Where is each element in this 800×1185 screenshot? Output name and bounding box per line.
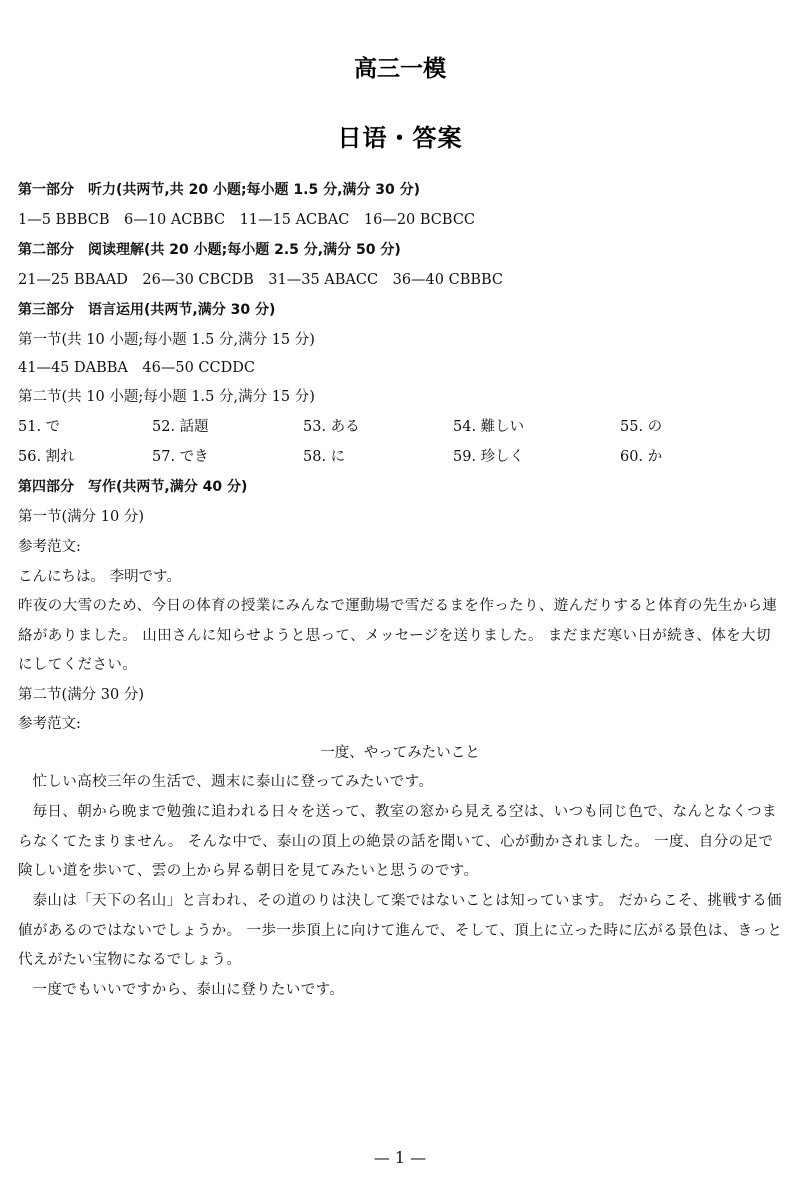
essay-paragraph: 一度でもいいですから、泰山に登りたいです。 (32, 982, 345, 998)
answer-item: 51. で (18, 419, 61, 435)
answer-row (0, 412, 800, 442)
essay-title: 一度、やってみたいこと (320, 745, 480, 761)
part3-heading: 第三部分 语言运用(共两节,满分 30 分) (18, 302, 276, 318)
part4-section1: 第一节(满分 10 分) (18, 509, 144, 525)
answer-item: 58. に (303, 449, 346, 465)
reference-label: 参考范文: (18, 539, 81, 555)
part3-section1-answers: 41—45 DABBA 46—50 CCDDC (18, 360, 255, 376)
part4-section2: 第二节(满分 30 分) (18, 687, 144, 703)
essay-paragraph: 忙しい高校三年の生活で、週末に泰山に登ってみたいです。 (32, 774, 434, 790)
answer-item: 52. 話題 (152, 419, 209, 435)
part3-section2: 第二节(共 10 小题;每小题 1.5 分,满分 15 分) (18, 389, 315, 405)
answer-item: 54. 難しい (453, 419, 525, 435)
reference-label: 参考范文: (18, 716, 81, 732)
answer-item: 59. 珍しく (453, 449, 525, 465)
letter-greeting: こんにちは。 李明です。 (18, 569, 181, 585)
part1-answers: 1—5 BBBCB 6—10 ACBBC 11—15 ACBAC 16—20 BCBCC (18, 212, 476, 228)
essay-paragraph: 毎日、朝から晩まで勉強に追われる日々を送って、教室の窓から見える空は、いつも同じ色で、なんとなくつまらなくてたまりません。 そんな中で、泰山の頂上の絶景の話を聞いて、心が動かされました。 一度、自分の足で険しい道を歩いて、雲の上から昇る朝日を見てみたいと思うのです。 (18, 804, 777, 879)
subject-title: 日语・答案 (337, 124, 463, 152)
part3-section1: 第一节(共 10 小题;每小题 1.5 分,满分 15 分) (18, 332, 315, 348)
part4-heading: 第四部分 写作(共两节,满分 40 分) (18, 479, 248, 495)
page-number: — 1 — (373, 1148, 427, 1167)
essay-paragraph: 泰山は「天下の名山」と言われ、その道のりは決して楽ではないことは知っています。 だからこそ、挑戦する価値があるのではないでしょうか。 一歩一歩頂上に向けて進んで、そして、頂上に立った時に広がる景色は、きっと代えがたい宝物になるでしょう。 (18, 893, 783, 968)
answer-item: 60. か (620, 449, 663, 465)
answer-item: 55. の (620, 419, 663, 435)
part1-heading: 第一部分 听力(共两节,共 20 小题;每小题 1.5 分,满分 30 分) (18, 182, 421, 198)
answer-row (0, 442, 800, 472)
answer-item: 57. でき (152, 449, 209, 465)
exam-title: 高三一模 (354, 56, 446, 82)
part2-answers: 21—25 BBAAD 26—30 CBCDB 31—35 ABACC 36—40 CBBBC (18, 272, 504, 288)
part2-heading: 第二部分 阅读理解(共 20 小题;每小题 2.5 分,满分 50 分) (18, 242, 401, 258)
letter-body: 昨夜の大雪のため、今日の体育の授業にみんなで運動場で雪だるまを作ったり、遊んだりすると体育の先生から連絡がありました。 山田さんに知らせようと思って、メッセージを送りました。 まだまだ寒い日が続き、体を大切にしてください。 (18, 598, 778, 673)
answer-item: 56. 割れ (18, 449, 75, 465)
answer-item: 53. ある (303, 419, 360, 435)
